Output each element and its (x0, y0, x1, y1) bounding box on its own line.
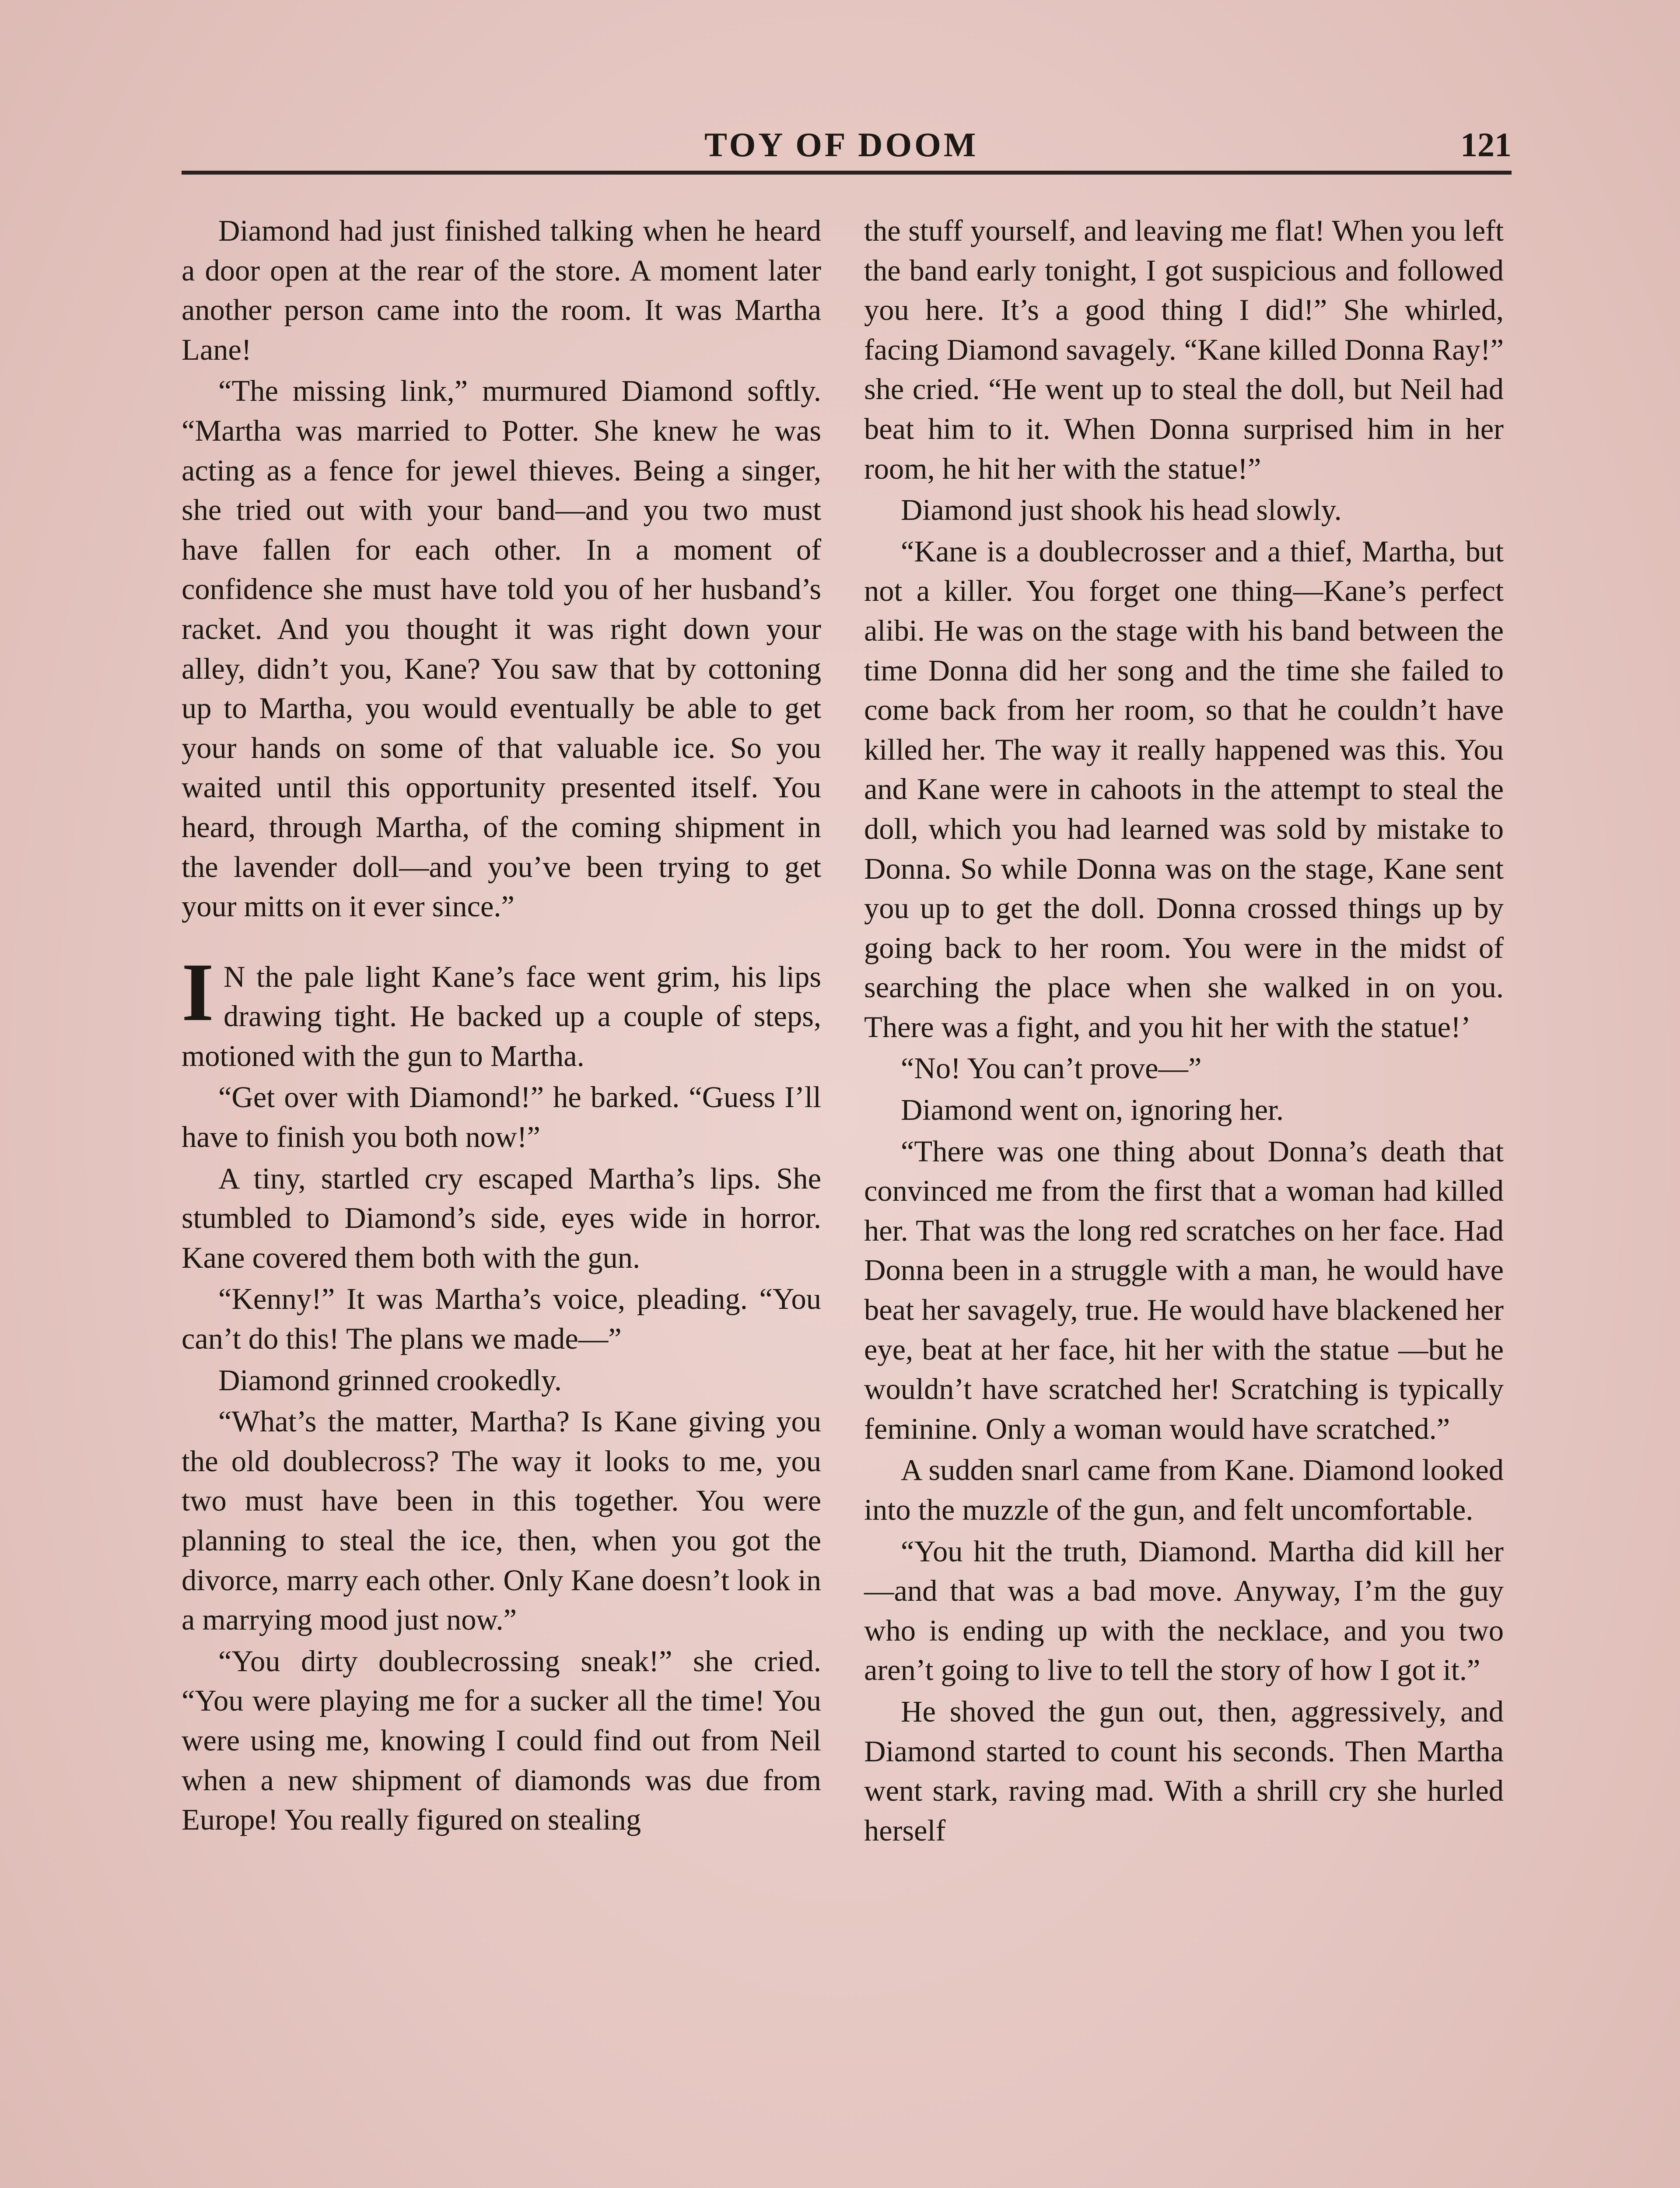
paragraph: A sudden snarl came from Kane. Diamond looked into the muzzle of the gun, and felt uncomfortable. (864, 1453, 1504, 1526)
paragraph: A tiny, startled cry escaped Martha’s lips. She stumbled to Diamond’s side, eyes wide in horror. Kane covered them both with the gun. (182, 1161, 821, 1274)
left-column (182, 211, 821, 1841)
paragraph-dropcap (182, 946, 821, 1076)
paragraph: Diamond went on, ignoring her. (901, 1093, 1284, 1127)
right-column (864, 211, 1504, 1852)
paragraph: “No! You can’t prove—” (901, 1052, 1202, 1085)
paragraph: “What’s the matter, Martha? Is Kane giving you the old doublecross? The way it looks to me, you two must have been in this together. You were planning to steal the ice, then, when you got the divorce, marry each other. Only Kane doesn’t look in a marrying mood just now.” (182, 1405, 821, 1637)
paragraph: “There was one thing about Donna’s death that convinced me from the first that a woman had killed her. That was the long red scratches on her face. Had Donna been in a struggle with a man, he would have beat her savagely, true. He would have blackened her eye, beat at her face, hit her with the statue —but he wouldn’t have scratched her! Scratching is typically feminine. Only a woman would have scratched.” (864, 1134, 1504, 1445)
paragraph: “You dirty doublecrossing sneak!” she cried. “You were playing me for a sucker all the time! You were using me, knowing I could find out from Neil when a new shipment of diamonds was due from Europe! You really figured on stealing (182, 1644, 821, 1837)
paragraph: He shoved the gun out, then, aggressively, and Diamond started to count his seconds. Then Martha went stark, raving mad. With a shrill cry she hurled herself (864, 1694, 1504, 1847)
paragraph: Diamond had just finished talking when he heard a door open at the rear of the store. A moment later another person came into the room. It was Martha Lane! (182, 214, 821, 366)
running-title: TOY OF DOOM (704, 126, 979, 164)
paragraph: “Kane is a doublecrosser and a thief, Martha, but not a killer. You forget one thing—Kane’s perfect alibi. He was on the stage with his band between the time Donna did her song and the time she failed to come back from her room, so that he couldn’t have killed her. The way it really happened was this. You and Kane were in cahoots in the attempt to steal the doll, which you had learned was sold by mistake to Donna. So while Donna was on the stage, Kane sent you up to get the doll. Donna crossed things up by going back to her room. You were in the midst of searching the place when she walked in on you. There was a fight, and you hit her with the statue!’ (864, 534, 1504, 1044)
paragraph: “Get over with Diamond!” he barked. “Guess I’ll have to finish you both now!” (182, 1080, 821, 1154)
paragraph: “The missing link,” murmured Diamond softly. “Martha was married to Potter. She knew he was acting as a fence for jewel thieves. Being a singer, she tried out with your band—and you two must have fallen for each other. In a moment of confidence she must have told you of her husband’s racket. And you thought it was right down your alley, didn’t you, Kane? You saw that by cottoning up to Martha, you would eventually be able to get your hands on some of that valuable ice. So you waited until this opportunity presented itself. You heard, through Martha, of the coming shipment in the lavender doll—and you’ve been trying to get your mitts on it ever since.” (182, 374, 821, 923)
page-number: 121 (1460, 126, 1512, 164)
paragraph: Diamond grinned crookedly. (218, 1363, 562, 1397)
paragraph: the stuff yourself, and leaving me flat! When you left the band early tonight, I got suspicious and followed you here. It’s a good thing I did!” She whirled, facing Diamond savagely. “Kane killed Donna Ray!” she cried. “He went up to steal the doll, but Neil had beat him to it. When Donna surprised him in her room, he hit her with the statue!” (864, 214, 1504, 485)
paragraph-text: N the pale light Kane’s face went grim, his lips drawing tight. He backed up a couple of steps, motioned with the gun to Martha. (182, 960, 821, 1073)
drop-cap: I (182, 946, 214, 1038)
running-header (182, 123, 1512, 175)
paragraph: “Kenny!” It was Martha’s voice, pleading. “You can’t do this! The plans we made—” (182, 1282, 821, 1356)
paragraph: Diamond just shook his head slowly. (901, 493, 1342, 527)
paragraph: “You hit the truth, Diamond. Martha did kill her—and that was a bad move. Anyway, I’m the guy who is ending up with the necklace, and you two aren’t going to live to tell the story of how I got it.” (864, 1534, 1504, 1687)
